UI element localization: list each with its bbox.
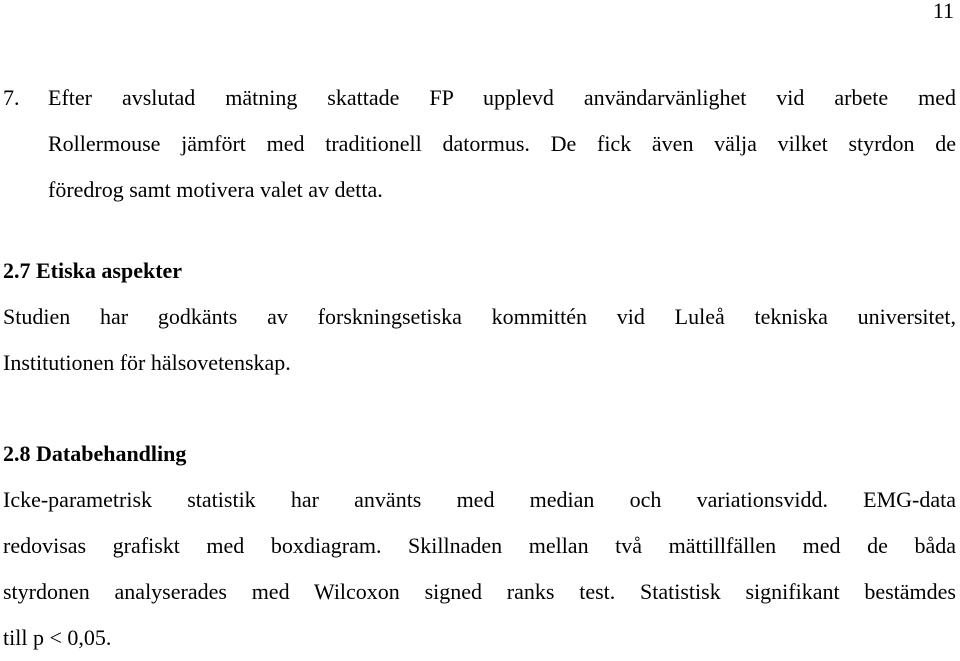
section-paragraph-ethics [3, 294, 956, 386]
text-line: Efter avslutad mätning skattade FP upplevd användarvänlighet vid arbete med [48, 85, 956, 110]
text-line: Rollermouse jämfört med traditionell datormus. De fick även välja vilket styrdon de [48, 131, 956, 156]
section-ethics [3, 248, 956, 386]
text-line: föredrog samt motivera valet av detta. [48, 177, 383, 202]
text-line: redovisas grafiskt med boxdiagram. Skillnaden mellan två mättillfällen med de båda [3, 533, 956, 558]
text-line: Institutionen för hälsovetenskap. [3, 350, 291, 375]
text-line: styrdonen analyserades med Wilcoxon signed ranks test. Statistisk signifikant bestämdes [3, 579, 956, 604]
page-number: 11 [932, 0, 954, 23]
list-item-text [48, 75, 956, 213]
section-data-processing [3, 431, 956, 661]
section-heading-data-processing: 2.8 Databehandling [3, 441, 187, 466]
text-line: Icke-parametrisk statistik har använts med median och variationsvidd. EMG-data [3, 487, 956, 512]
text-line: Studien har godkänts av forskningsetiska kommittén vid Luleå tekniska universitet, [3, 304, 956, 329]
text-line: till p < 0,05. [3, 625, 112, 650]
list-item-number: 7. [3, 85, 20, 110]
section-heading-ethics: 2.7 Etiska aspekter [3, 258, 183, 283]
list-item-7 [3, 75, 956, 213]
section-paragraph-data-processing [3, 477, 956, 661]
